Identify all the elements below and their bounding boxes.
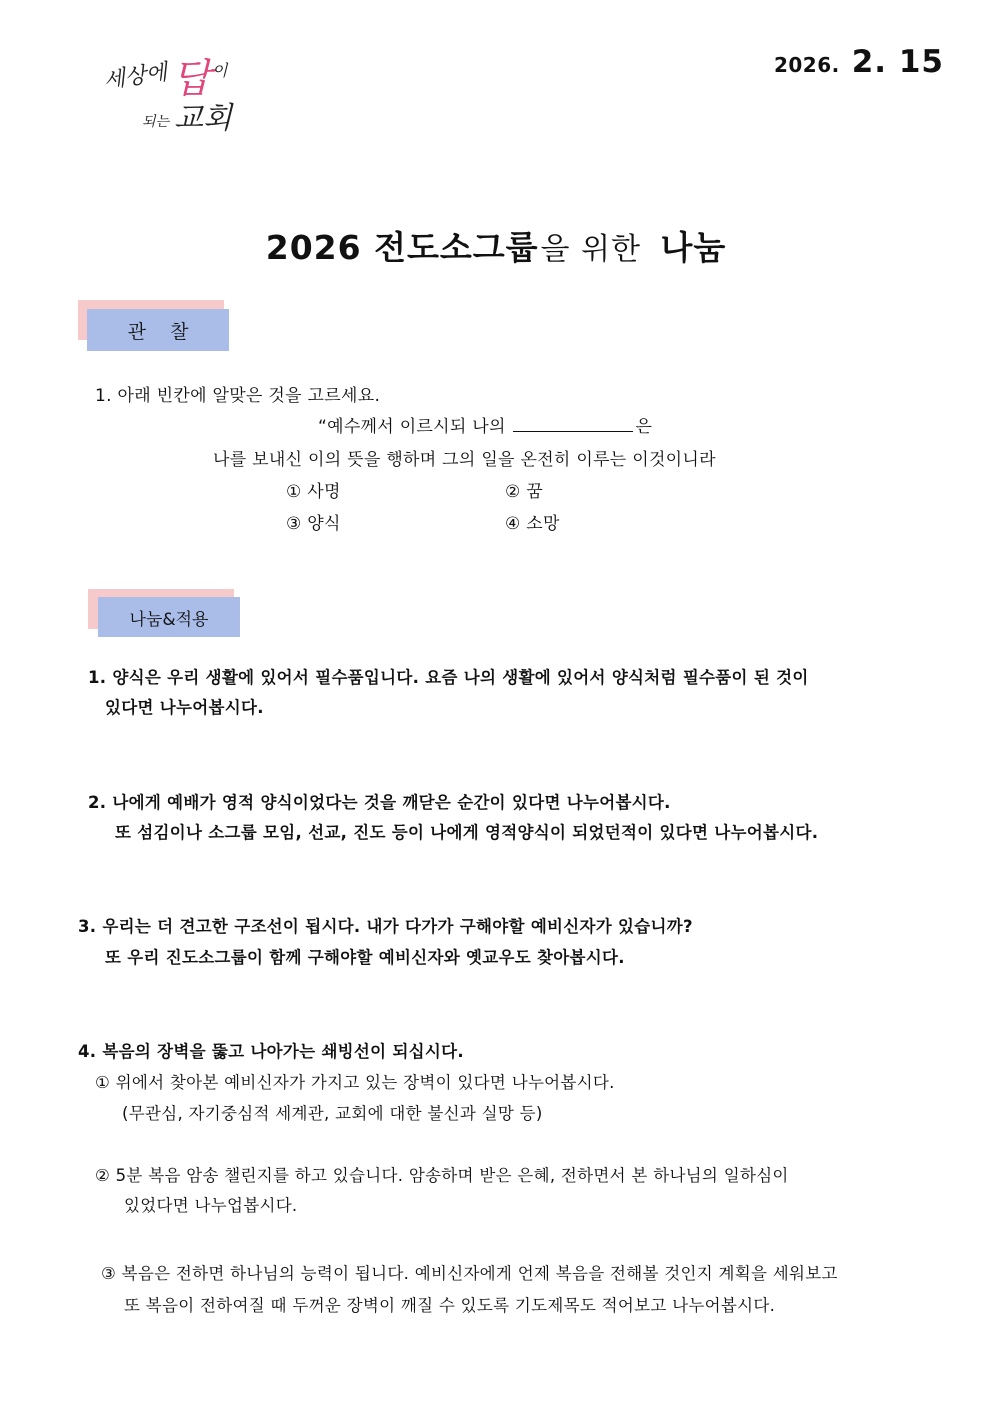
page-title: [0, 222, 992, 269]
title-part3: 나눔: [660, 228, 727, 267]
verse-line-1: [318, 412, 652, 437]
sharing-item-2-line-1: 2. 나에게 예배가 영적 양식이었다는 것을 깨닫은 순간이 있다면 나누어봅시다.: [88, 793, 671, 812]
verse-line-1-pre: “예수께서 이르시되 나의: [318, 417, 506, 437]
sharing-item-4-sub-3-line-1: ③ 복음은 전하면 하나님의 능력이 됩니다. 예비신자에게 언제 복음을 전해볼 것인지 계획을 세워보고: [101, 1264, 838, 1283]
verse-line-2: 나를 보내신 이의 뜻을 행하며 그의 일을 온전히 이루는 이것이니라: [213, 450, 716, 470]
sharing-item-2-line-2: 또 섬김이나 소그룹 모임, 선교, 진도 등이 나에게 영적양식이 되었던적이 있다면 나누어봅시다.: [115, 823, 819, 842]
sharing-item-4-sub-2-line-1: ② 5분 복음 암송 챌린지를 하고 있습니다. 암송하며 받은 은혜, 전하면서 본 하나님의 일하심이: [95, 1166, 789, 1185]
date: [774, 44, 944, 80]
section-sharing-label: 나눔&적용: [98, 597, 240, 637]
section-observation-label: 관 찰: [87, 309, 229, 351]
svg-text:이: 이: [212, 61, 228, 80]
date-year: 2026.: [773, 53, 840, 77]
date-month-day: 2. 15: [851, 44, 944, 80]
answer-blank[interactable]: [513, 417, 633, 432]
svg-text:답: 답: [172, 56, 211, 102]
section-sharing: [88, 589, 248, 641]
sharing-item-4-sub-2-line-2: 있었다면 나누업봅시다.: [124, 1196, 298, 1215]
option-3[interactable]: ③ 양식: [286, 514, 341, 534]
svg-text:교회: 교회: [174, 101, 232, 136]
sharing-item-3-line-2: 또 우리 진도소그룹이 함께 구해야할 예비신자와 옛교우도 찾아봅시다.: [105, 948, 625, 967]
observation-question: 1. 아래 빈칸에 알맞은 것을 고르세요.: [95, 386, 381, 406]
church-logo-image: [102, 40, 252, 140]
sharing-item-4-sub-1-line-1: ① 위에서 찾아본 예비신자가 가지고 있는 장벽이 있다면 나누어봅시다.: [95, 1073, 615, 1092]
verse-line-1-post: 은: [635, 417, 653, 437]
option-1[interactable]: ① 사명: [286, 482, 341, 502]
sharing-item-4-sub-3-line-2: 또 복음이 전하여질 때 두꺼운 장벽이 깨질 수 있도록 기도제목도 적어보고 나누어봅시다.: [124, 1296, 776, 1315]
sharing-item-4-sub-1-line-2: (무관심, 자기중심적 세계관, 교회에 대한 불신과 실망 등): [122, 1104, 543, 1123]
svg-text:되는: 되는: [142, 114, 170, 130]
sharing-item-1-line-2: 있다면 나누어봅시다.: [105, 698, 264, 717]
section-observation: [78, 300, 238, 356]
church-logo: [102, 40, 252, 140]
option-2[interactable]: ② 꿈: [505, 482, 543, 502]
title-part2: 을 위한: [540, 232, 641, 267]
sharing-item-1-line-1: 1. 양식은 우리 생활에 있어서 필수품입니다. 요즘 나의 생활에 있어서 양식처럼 필수품이 된 것이: [88, 668, 809, 687]
option-4[interactable]: ④ 소망: [505, 514, 560, 534]
sharing-item-3-line-1: 3. 우리는 더 견고한 구조선이 됩시다. 내가 다가가 구해야할 예비신자가 있습니까?: [78, 917, 693, 936]
title-part1: 2026 전도소그룹: [265, 228, 539, 267]
sharing-item-4-line-1: 4. 복음의 장벽을 뚫고 나아가는 쇄빙선이 되십시다.: [78, 1042, 464, 1061]
svg-text:세상에: 세상에: [102, 60, 169, 94]
